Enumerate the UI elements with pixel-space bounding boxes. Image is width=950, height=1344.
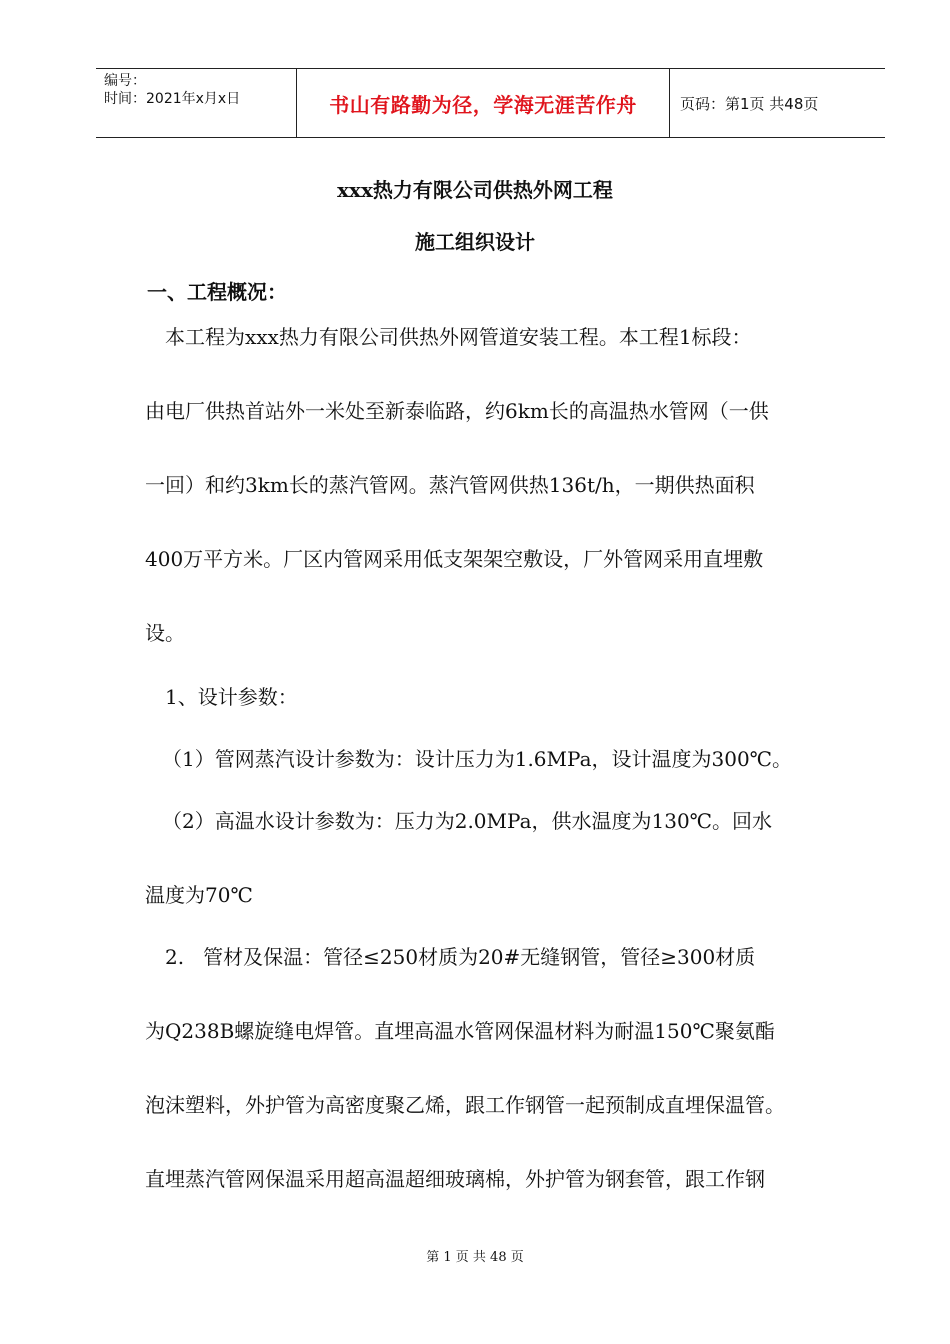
header-meta	[96, 69, 296, 137]
page-info: 页码：第1页 共48页	[680, 94, 819, 113]
page-footer: 第 1 页 共 48 页	[426, 1250, 524, 1265]
header-page-cell	[668, 69, 885, 137]
header-motto-cell	[296, 69, 670, 137]
document-title: xxx热力有限公司供热外网工程	[337, 178, 613, 202]
section-heading: 一、工程概况：	[147, 280, 287, 304]
number-label: 编号：	[104, 73, 146, 89]
time-label: 时间：2021年x月x日	[104, 91, 241, 107]
subsection-heading: 1、设计参数：	[165, 685, 298, 709]
paragraph-line: 本工程为xxx热力有限公司供热外网管道安装工程。本工程1标段：	[165, 325, 752, 349]
paragraph-line: 直埋蒸汽管网保温采用超高温超细玻璃棉，外护管为钢套管，跟工作钢	[145, 1167, 765, 1191]
paragraph-line: 温度为70℃	[145, 883, 253, 907]
paragraph-line: 由电厂供热首站外一米处至新泰临路，约6km长的高温热水管网（一供	[145, 399, 769, 423]
paragraph-line: 泡沫塑料，外护管为高密度聚乙烯，跟工作钢管一起预制成直埋保温管。	[145, 1093, 785, 1117]
page-header	[96, 68, 885, 138]
paragraph-line: （1）管网蒸汽设计参数为：设计压力为1.6MPa，设计温度为300℃。	[162, 747, 793, 771]
motto-text: 书山有路勤为径，学海无涯苦作舟	[329, 92, 637, 117]
paragraph-line: 2. 管材及保温：管径≤250材质为20#无缝钢管，管径≥300材质	[165, 945, 756, 969]
paragraph-line: 设。	[145, 621, 185, 645]
paragraph-line: 一回）和约3km长的蒸汽管网。蒸汽管网供热136t/h，一期供热面积	[145, 473, 755, 497]
paragraph-line: （2）高温水设计参数为：压力为2.0MPa，供水温度为130℃。回水	[162, 809, 773, 833]
document-subtitle: 施工组织设计	[415, 230, 535, 254]
paragraph-line: 400万平方米。厂区内管网采用低支架架空敷设，厂外管网采用直埋敷	[145, 547, 764, 571]
paragraph-line: 为Q238B螺旋缝电焊管。直埋高温水管网保温材料为耐温150℃聚氨酯	[145, 1019, 775, 1043]
